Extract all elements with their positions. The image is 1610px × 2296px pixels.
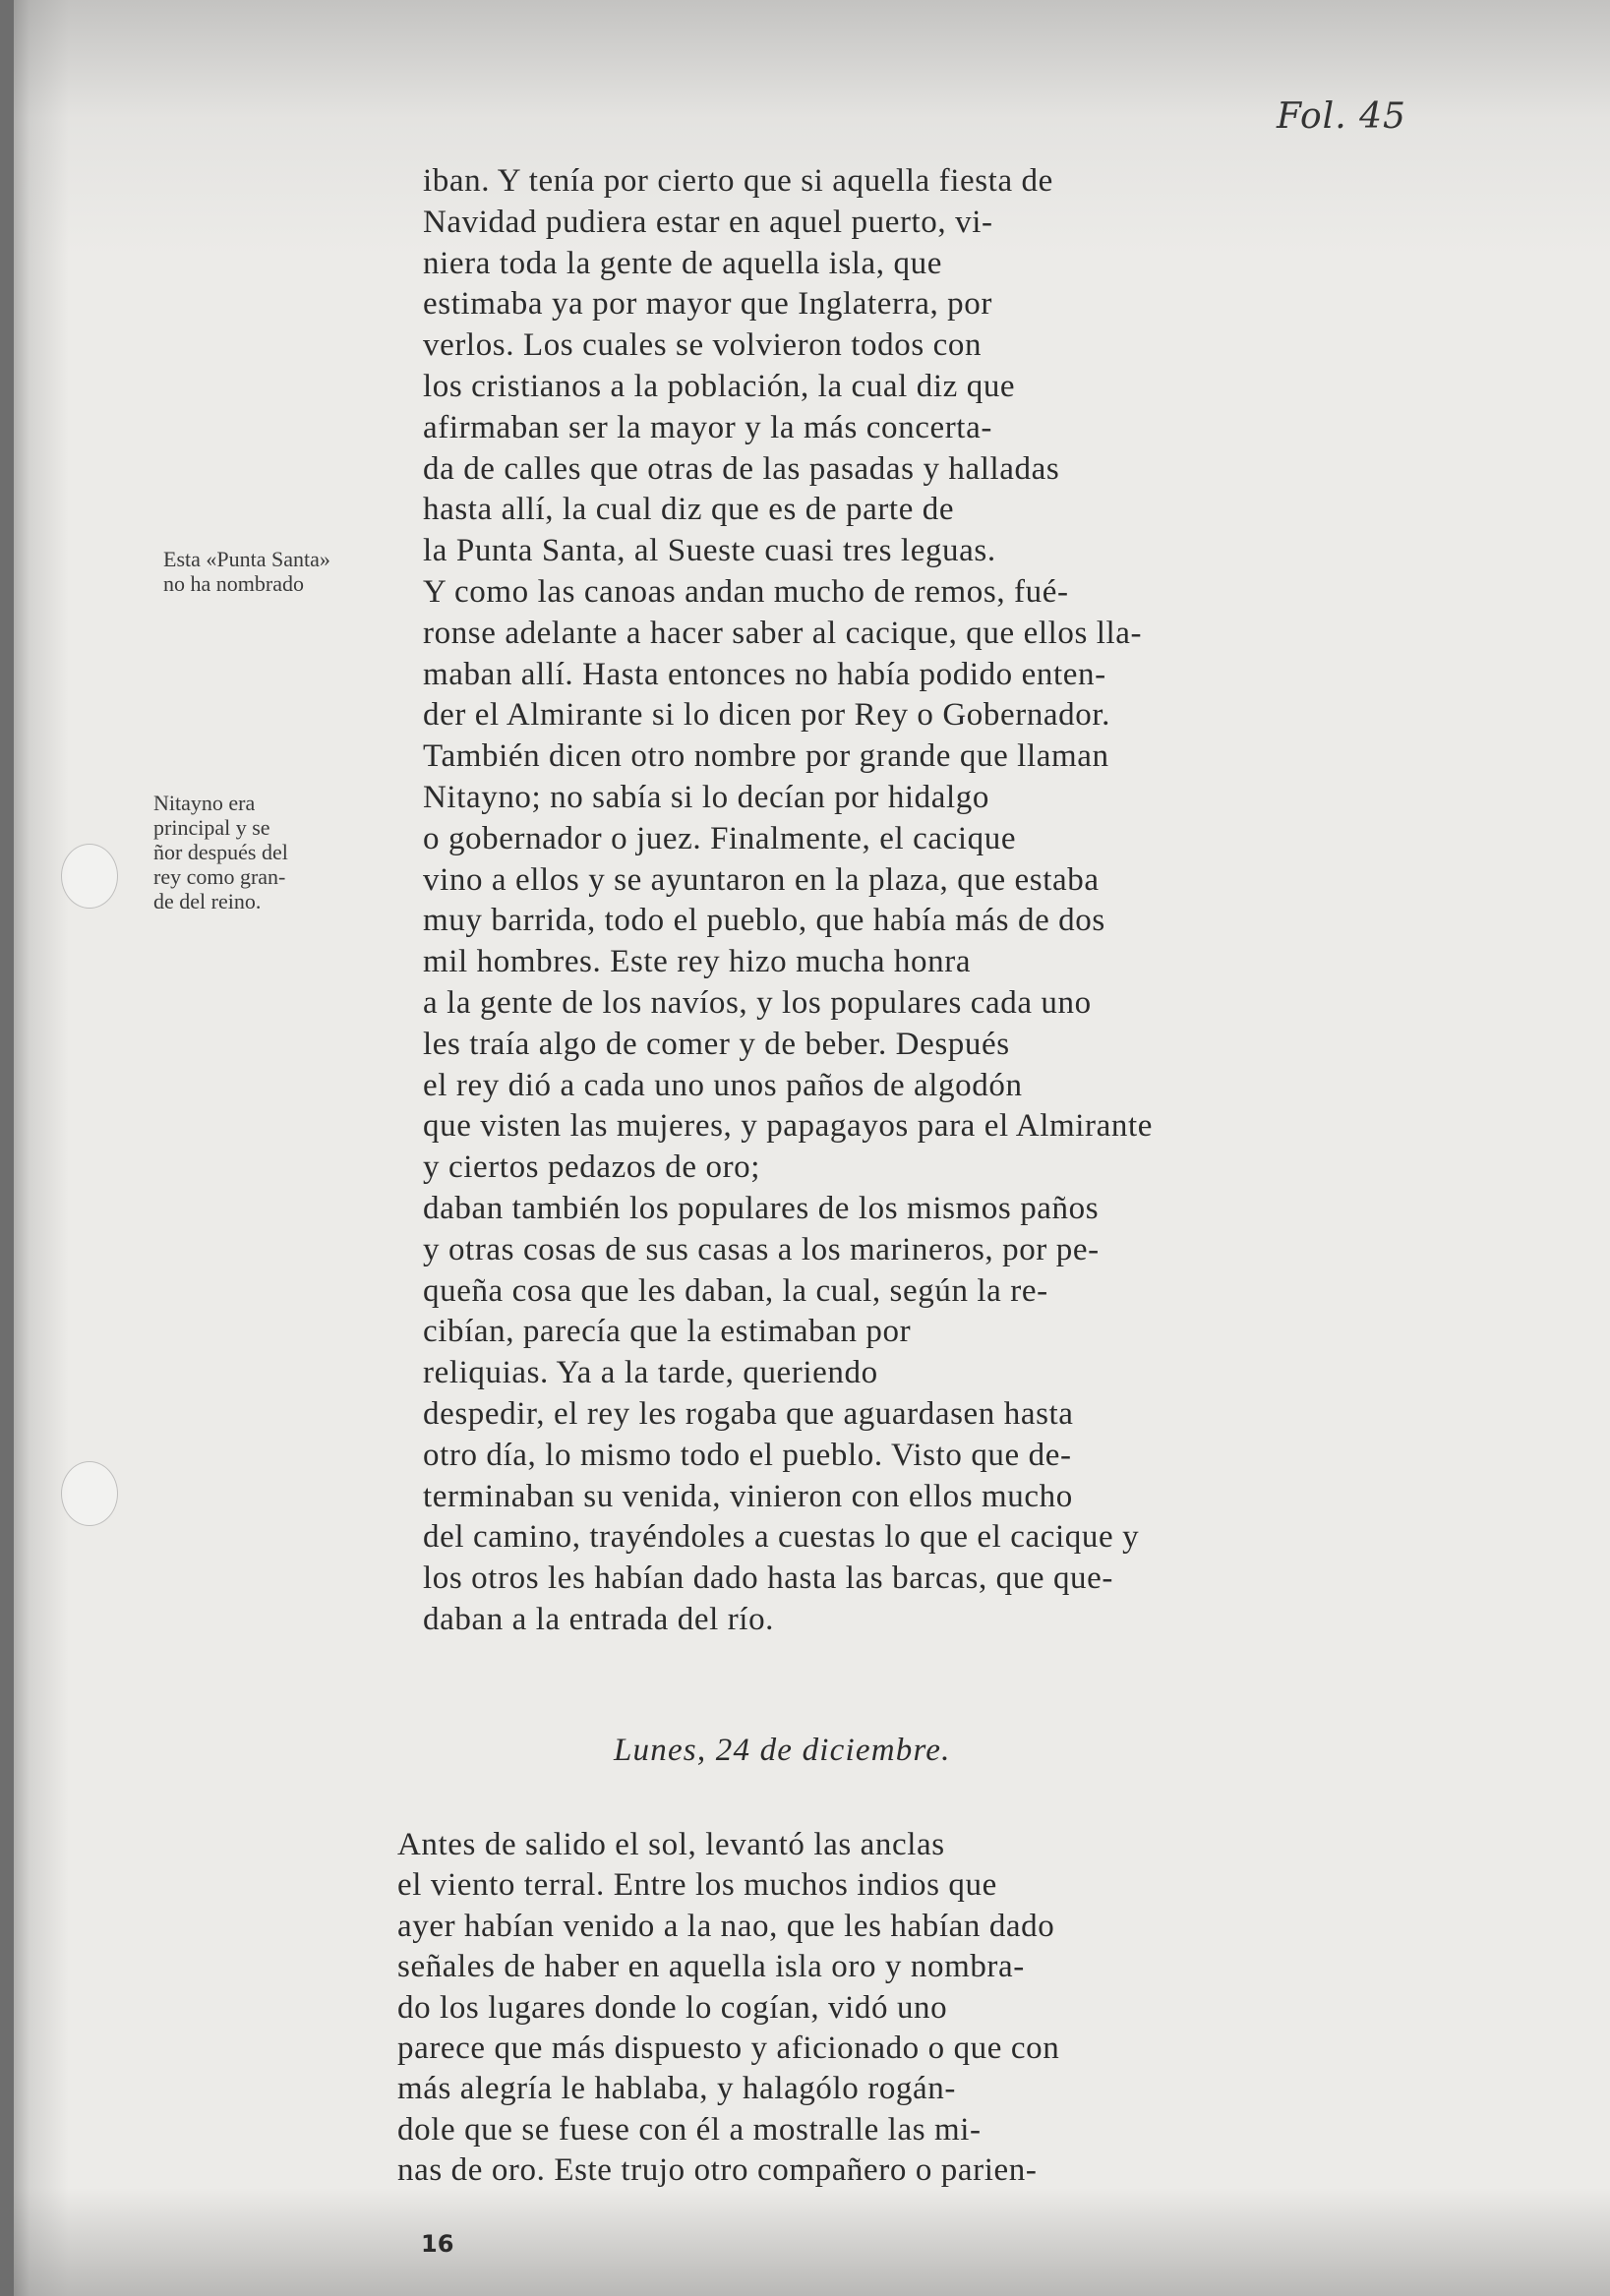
punch-hole — [61, 1461, 118, 1526]
date-heading: Lunes, 24 de diciembre. — [614, 1733, 951, 1768]
folio-number: Fol. 45 — [1277, 96, 1406, 137]
binding-edge — [0, 0, 14, 2296]
margin-note-nitayno: Nitayno era principal y se ñor después del rey como gran- de del reino. — [153, 791, 288, 913]
body-paragraph-2: Antes de salido el sol, levantó las anclas el viento terral. Entre los muchos indios que ayer habían venido a la nao, que les habían dado señales de haber en aquella isla oro y nombra- do los lugares donde lo cogían, vidó uno parece que más dispuesto y aficionado o que con más alegría le hablaba, y halagólo rogán- dole que se fuese con él a mostralle las mi- nas de oro. Este trujo otro compañero o parien- — [397, 1827, 1060, 2189]
body-paragraph-1: iban. Y tenía por cierto que si aquella fiesta de Navidad pudiera estar en aquel puerto, vi- niera toda la gente de aquella isla, que estimaba ya por mayor que Inglaterra, por verlos. Los cuales se volvieron todos con los cristianos a la población, la cual diz que afirmaban ser la mayor y la más concerta- da de calles que otras de las pasadas y halladas hasta allí, la cual diz que es de parte de la Punta Santa, al Sueste cuasi tres leguas. Y como las canoas andan mucho de remos, fué- ronse adelante a hacer saber al cacique, que ellos lla- maban allí. Hasta entonces no había podido enten- der el Almirante si lo dicen por Rey o Gobernador. También dicen otro nombre por grande que llaman Nitayno; no sabía si lo decían por hidalgo o gobernador o juez. Finalmente, el cacique vino a ellos y se ayuntaron en la plaza, que estaba muy barrida, todo el pueblo, que había más de dos mil hombres. Este rey hizo mucha honra a la gente de los navíos, y los populares cada uno les traía algo de comer y de beber. Después el rey dió a cada uno unos paños de algodón que visten las mujeres, y papagayos para el Almirante y ciertos pedazos de oro; daban también los populares de los mismos paños y otras cosas de sus casas a los marineros, por pe- queña cosa que les daban, la cual, según la re- cibían, parecía que la estimaban por reliquias. Ya a la tarde, queriendo despedir, el rey les rogaba que aguardasen hasta otro día, lo mismo todo el pueblo. Visto que de- terminaban su venida, vinieron con ellos mucho del camino, trayéndoles a cuestas lo que el cacique y los otros les habían dado hasta las barcas, que que- daban a la entrada del río. — [423, 163, 1153, 1637]
punch-hole — [61, 844, 118, 909]
margin-note-punta-santa: Esta «Punta Santa» no ha nombrado — [163, 547, 330, 596]
page-number: 16 — [421, 2230, 454, 2258]
